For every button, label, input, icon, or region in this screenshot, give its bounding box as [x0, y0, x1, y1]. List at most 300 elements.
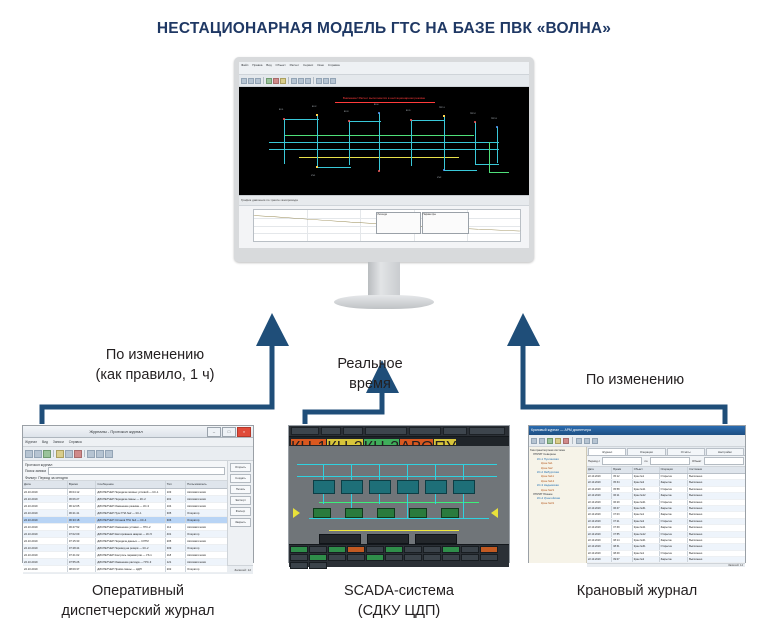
flow-arrow-icon — [491, 508, 498, 518]
scada-status-cell[interactable] — [423, 546, 441, 553]
app-menubar[interactable] — [239, 62, 529, 75]
scada-menu-chip[interactable] — [343, 427, 363, 435]
arrow-label-middle-line2: время — [349, 375, 391, 392]
tree-item[interactable]: КС-1 Пунгинская — [537, 456, 559, 461]
cell-message: ДИСПЕТЧЕР Изменение расхода — ГРС-3 — [96, 559, 165, 565]
pan-icon[interactable] — [305, 78, 311, 84]
cell-operation: Закрытие — [660, 557, 688, 562]
calendar-icon[interactable] — [96, 450, 104, 458]
journal-filter-label: Протокол журнал — [25, 463, 53, 467]
scada-unit-block[interactable] — [425, 480, 447, 494]
cell-date: 22.10.2019 — [587, 480, 612, 485]
network-node[interactable] — [348, 120, 350, 122]
print-icon[interactable] — [576, 438, 582, 444]
scada-unit-block[interactable] — [341, 480, 363, 494]
cell-message: ДИСПЕТЧЕР Контроль параметров — УЗ-1 — [96, 552, 165, 558]
col-user: Пользователь — [187, 482, 207, 486]
col-type: Тип — [166, 481, 186, 488]
cell-object: Кран №31 — [633, 544, 660, 549]
table-row[interactable] — [23, 538, 227, 545]
scada-status-cell[interactable] — [290, 562, 308, 569]
network-node[interactable] — [316, 166, 318, 168]
network-node[interactable] — [474, 121, 476, 123]
stop-calculation-icon[interactable] — [273, 78, 279, 84]
chart-legend-box[interactable]: Легенда — [376, 212, 421, 233]
tree-item[interactable]: Кран №21 — [541, 487, 555, 492]
network-schematic-canvas[interactable] — [239, 87, 529, 195]
tree-item[interactable]: Кран №31 — [541, 500, 555, 505]
tree-item[interactable]: Кран №2 — [541, 465, 553, 470]
network-node[interactable] — [316, 114, 318, 116]
station-riser — [444, 116, 445, 170]
cell-operation: Открытие — [660, 474, 688, 479]
cell-message: ДИСПЕТЧЕР Останов ГПА №4 — КС-4 — [96, 517, 165, 523]
journal-menu-journal[interactable]: Журнал — [25, 440, 38, 444]
journal-close-button[interactable]: Закрыть — [230, 518, 251, 527]
table-row[interactable] — [23, 559, 227, 566]
journal-menu-view[interactable]: Вид — [41, 440, 48, 444]
network-node[interactable] — [496, 126, 498, 128]
scada-menu-chip[interactable] — [443, 427, 467, 435]
cell-time: 07:03 — [612, 512, 633, 517]
scada-menu-chip[interactable] — [409, 427, 441, 435]
journal-open-button[interactable]: Открыть — [230, 463, 251, 472]
run-calculation-icon[interactable] — [266, 78, 272, 84]
cell-state: Выполнено — [689, 558, 703, 562]
volna-application — [239, 62, 529, 248]
settings-icon[interactable] — [330, 78, 336, 84]
refresh-icon[interactable] — [43, 450, 51, 458]
scada-status-cell[interactable] — [309, 554, 327, 561]
scada-status-cell[interactable] — [290, 554, 308, 561]
crane-tabs[interactable] — [587, 447, 745, 456]
cell-operation: Закрытие — [660, 525, 688, 530]
arrow-label-left-line2: (как правило, 1 ч) — [95, 366, 215, 383]
delete-icon[interactable] — [74, 450, 82, 458]
scada-status-cell[interactable] — [442, 554, 460, 561]
caption-scada-system — [288, 582, 510, 621]
journal-filter-button[interactable]: Фильтр — [230, 507, 251, 516]
scada-unit-block[interactable] — [453, 480, 475, 494]
arrow-label-middle — [310, 355, 430, 394]
open-file-icon[interactable] — [248, 78, 254, 84]
tab-operations[interactable]: Операции — [627, 448, 665, 455]
scada-mnemonic-diagram[interactable] — [289, 446, 509, 544]
scada-menu-chip[interactable] — [291, 427, 319, 435]
cell-time: 06:04:12 — [68, 489, 97, 495]
minimize-icon[interactable]: – — [207, 427, 221, 437]
cell-operation: Открытие — [660, 500, 688, 505]
node-label: ГРС-1 — [439, 107, 445, 109]
crane-filter-to-label: по — [644, 459, 648, 463]
scada-menu-chip[interactable] — [321, 427, 341, 435]
monitor-stand-base — [334, 295, 434, 309]
arrow-label-left — [60, 346, 250, 385]
maximize-icon[interactable]: □ — [222, 427, 236, 437]
journal-search-row[interactable] — [25, 467, 225, 475]
cell-operation: Закрытие — [660, 493, 688, 498]
monitor-screen — [239, 62, 529, 248]
scada-valve-block[interactable] — [441, 508, 459, 518]
cell-user: Автоматически — [187, 491, 206, 494]
tree-item[interactable]: КС-3 Надымская — [537, 483, 559, 488]
cell-message: ДИСПЕТЧЕР Передача данных — СЛТМ — [96, 538, 165, 544]
cell-user: Оператор — [187, 519, 200, 522]
cell-date: 22.10.2019 — [23, 517, 68, 523]
journal-export-button[interactable]: Экспорт — [230, 496, 251, 505]
network-node[interactable] — [410, 119, 412, 121]
cell-operation: Закрытие — [660, 506, 688, 511]
chart-icon[interactable] — [316, 78, 322, 84]
cell-object: Кран №31 — [633, 506, 660, 511]
panel-scada-system[interactable] — [288, 425, 510, 563]
scada-status-cell[interactable] — [423, 554, 441, 561]
save-icon[interactable] — [255, 78, 261, 84]
cell-state: Выполнено — [689, 481, 703, 485]
cell-time: 05:58 — [612, 487, 633, 492]
cell-time: 06:21:41 — [68, 510, 97, 516]
table-row[interactable] — [23, 566, 227, 573]
scada-status-cell[interactable] — [480, 546, 498, 553]
flow-arrow-icon — [293, 508, 300, 518]
cell-date: 22.10.2019 — [587, 544, 612, 549]
scada-menu-chip[interactable] — [469, 427, 505, 435]
scada-status-cell[interactable] — [328, 554, 346, 561]
warning-text: Внимание! Расчет выполняется в нестационарном режиме — [342, 96, 426, 100]
scada-status-cell[interactable] — [309, 562, 327, 569]
journal-filter-bar[interactable] — [23, 461, 227, 481]
cell-time: 08:49 — [612, 551, 633, 556]
scada-alarm-band[interactable] — [289, 437, 509, 446]
scada-status-cell[interactable] — [461, 546, 479, 553]
scada-status-cell[interactable] — [366, 546, 384, 553]
cell-date: 22.10.2019 — [587, 557, 612, 562]
monitor-bezel — [234, 57, 534, 262]
station-riser — [411, 120, 412, 166]
new-record-icon[interactable] — [25, 450, 33, 458]
tree-item[interactable]: КС-2 Ямбургская — [537, 470, 559, 475]
scada-status-cell[interactable] — [480, 554, 498, 561]
table-row[interactable] — [23, 531, 227, 538]
scada-unit-block[interactable] — [369, 480, 391, 494]
cell-date: 22.10.2019 — [23, 510, 68, 516]
open-icon[interactable] — [539, 438, 545, 444]
scada-status-cell[interactable] — [328, 546, 346, 553]
crane-filter-to-input[interactable] — [650, 457, 690, 465]
scada-bus-line — [329, 530, 459, 531]
journal-print-button[interactable]: Печать — [230, 485, 251, 494]
station-riser — [497, 127, 498, 163]
help-icon[interactable] — [592, 438, 598, 444]
cell-date: 22.10.2019 — [587, 538, 612, 543]
scada-bus-line — [297, 464, 497, 465]
cell-date: 22.10.2019 — [587, 474, 612, 479]
pipeline-segment — [444, 170, 477, 171]
scada-status-cell[interactable] — [404, 546, 422, 553]
crane-table-header — [587, 467, 745, 474]
cell-time: 07:21 — [612, 519, 633, 524]
tree-item[interactable]: Кран №12 — [541, 478, 555, 483]
toolbar-separator — [288, 77, 289, 84]
cell-object: Кран №1 — [633, 474, 660, 479]
scada-tag-kc3[interactable] — [364, 439, 399, 445]
crane-object-tree[interactable] — [529, 447, 587, 563]
cell-date: 22.10.2019 — [23, 524, 68, 530]
tree-item[interactable]: ЛПУМГ Северное — [533, 452, 557, 457]
refresh-icon[interactable] — [547, 438, 553, 444]
cell-message: ДИСПЕТЧЕР Приём смены — ЦДП — [96, 566, 165, 572]
scada-status-cell[interactable] — [385, 554, 403, 561]
close-icon[interactable]: × — [237, 427, 251, 437]
journal-search-input[interactable] — [48, 467, 225, 475]
arrow-label-left-line1: По изменению — [105, 347, 205, 363]
cell-user: Оператор — [187, 547, 200, 550]
scada-status-cell[interactable] — [404, 554, 422, 561]
tab-settings[interactable]: Настройки — [706, 448, 744, 455]
tree-item[interactable]: ЛПУМГ Южное — [533, 492, 553, 497]
cell-user: Автоматически — [187, 505, 206, 508]
crane-filter-object-label: Объект — [692, 459, 702, 463]
scada-unit-block[interactable] — [313, 480, 335, 494]
cell-type: 309 — [166, 545, 186, 551]
node-label: КС-5 — [406, 110, 411, 112]
zoom-in-icon[interactable] — [291, 78, 297, 84]
pipeline-segment — [489, 142, 490, 172]
cell-object: Кран №1 — [633, 512, 660, 517]
scada-status-grid[interactable] — [289, 544, 509, 567]
tab-journal[interactable]: Журнал — [588, 448, 626, 455]
cell-time: 08:09:37 — [68, 566, 97, 572]
new-icon[interactable] — [531, 438, 537, 444]
filter-icon[interactable] — [56, 450, 64, 458]
tree-item[interactable]: КС-4 Уренгойская — [537, 496, 561, 501]
journal-menubar[interactable] — [23, 438, 253, 447]
search-icon[interactable] — [105, 450, 113, 458]
journal-toolbar[interactable] — [23, 447, 253, 461]
scada-panel-block[interactable] — [319, 534, 361, 544]
chart-params-box[interactable]: Параметры — [422, 212, 469, 233]
scada-toolbar[interactable] — [289, 426, 509, 437]
caption-crane-journal — [528, 582, 746, 602]
cell-type: 205 — [166, 538, 186, 544]
cell-time: 06:11 — [612, 493, 633, 498]
table-row[interactable] — [23, 545, 227, 552]
cell-state: Выполнено — [689, 494, 703, 498]
journal-side-buttons[interactable] — [227, 461, 253, 565]
cell-time: 06:33:18 — [68, 517, 97, 523]
cell-date: 22.10.2019 — [587, 487, 612, 492]
tree-item[interactable]: Газотранспортная система — [530, 448, 565, 452]
journal-table[interactable] — [23, 481, 227, 573]
crane-filter-from-input[interactable] — [602, 457, 642, 465]
journal-menu-help[interactable]: Справка — [68, 440, 82, 444]
cell-object: Кран №12 — [633, 493, 660, 498]
col-message: Сообщение — [96, 481, 165, 488]
menu-item-help[interactable]: Справка — [327, 63, 340, 67]
menu-item-object[interactable]: Объект — [275, 63, 286, 67]
cell-message: ДИСПЕТЧЕР Передача газовых условий — КС-1 — [96, 489, 165, 495]
menu-item-view[interactable]: Вид — [266, 63, 272, 67]
scada-status-cell[interactable] — [385, 546, 403, 553]
table-row[interactable] — [23, 510, 227, 517]
cell-user: Оператор — [187, 533, 200, 536]
scada-unit-block[interactable] — [397, 480, 419, 494]
table-row[interactable] — [23, 524, 227, 531]
tab-reports[interactable]: Отчёты — [667, 448, 705, 455]
cell-date: 22.10.2019 — [587, 512, 612, 517]
crane-body — [529, 447, 745, 568]
scada-status-cell[interactable] — [347, 546, 365, 553]
cell-state: Выполнено — [689, 506, 703, 510]
journal-table-header — [23, 481, 227, 489]
node-label: УЗ-1 — [311, 175, 316, 177]
cell-object: Кран №21 — [633, 538, 660, 543]
scada-tag-kc1[interactable] — [291, 439, 326, 445]
cell-time: 07:55 — [612, 532, 633, 537]
app-toolbar[interactable] — [239, 75, 529, 87]
cell-type: 305 — [166, 510, 186, 516]
menu-item-service[interactable]: Сервис — [302, 63, 314, 67]
cell-operation: Закрытие — [660, 538, 688, 543]
cell-user: Автоматически — [187, 561, 206, 564]
table-row[interactable] — [23, 489, 227, 496]
menu-item-edit[interactable]: Правка — [252, 63, 263, 67]
crane-title-bar: Крановый журнал — АРМ диспетчера — [529, 426, 745, 435]
menu-item-calc[interactable]: Расчет — [289, 63, 300, 67]
cell-time: 05:34 — [612, 480, 633, 485]
scada-valve-block[interactable] — [313, 508, 331, 518]
scada-screen[interactable] — [289, 426, 509, 562]
journal-create-button[interactable]: Создать — [230, 474, 251, 483]
scada-valve-block[interactable] — [345, 508, 363, 518]
cell-date: 22.10.2019 — [587, 532, 612, 537]
pause-icon[interactable] — [280, 78, 286, 84]
panel-crane-journal[interactable] — [528, 425, 746, 568]
table-row[interactable] — [23, 503, 227, 510]
filter-icon[interactable] — [555, 438, 561, 444]
cell-message: ДИСПЕТЧЕР Квитирование аварии — КС-5 — [96, 531, 165, 537]
crane-table[interactable] — [587, 467, 745, 563]
tree-item[interactable]: Кран №11 — [541, 474, 554, 479]
cell-date: 22.10.2019 — [587, 525, 612, 530]
network-node[interactable] — [378, 170, 380, 172]
table-row[interactable] — [23, 517, 227, 524]
network-node[interactable] — [443, 169, 445, 171]
journal-status-bar: Записей: 12 — [23, 565, 253, 574]
cell-date: 22.10.2019 — [587, 500, 612, 505]
table-row[interactable] — [23, 552, 227, 559]
chart-plot — [253, 209, 521, 242]
scada-panel-block[interactable] — [367, 534, 409, 544]
scada-valve-block[interactable] — [409, 508, 427, 518]
crane-toolbar[interactable] — [529, 435, 745, 447]
cell-time: 06:29 — [612, 500, 633, 505]
cell-type: 118 — [166, 552, 186, 558]
table-icon[interactable] — [323, 78, 329, 84]
cell-time: 08:31 — [612, 544, 633, 549]
pipeline-segment — [475, 164, 499, 165]
cell-date: 22.10.2019 — [23, 531, 68, 537]
scada-valve-block[interactable] — [377, 508, 395, 518]
scada-status-cell[interactable] — [461, 554, 479, 561]
menu-item-file[interactable]: Файл — [241, 63, 249, 67]
cell-user: Автоматически — [187, 526, 206, 529]
cell-date: 22.10.2019 — [23, 538, 68, 544]
col-object: Объект — [633, 467, 660, 473]
window-controls[interactable] — [207, 427, 251, 437]
scada-status-cell[interactable] — [366, 554, 384, 561]
print-icon[interactable] — [65, 450, 73, 458]
cell-message: ДИСПЕТЧЕР Изменение режима — КС-3 — [96, 503, 165, 509]
pipeline-segment — [317, 167, 351, 168]
panel-operational-journal[interactable] — [22, 425, 254, 572]
cell-type: 121 — [166, 559, 186, 565]
cell-date: 22.10.2019 — [23, 496, 68, 502]
zoom-out-icon[interactable] — [298, 78, 304, 84]
scada-menu-chip[interactable] — [365, 427, 407, 435]
cell-time: 07:15:33 — [68, 538, 97, 544]
tree-item[interactable]: Кран №1 — [541, 461, 553, 466]
toolbar-separator — [313, 77, 314, 84]
table-row[interactable] — [23, 496, 227, 503]
journal-menu-records[interactable]: Записи — [52, 440, 64, 444]
cell-date: 22.10.2019 — [587, 519, 612, 524]
cell-type: 201 — [166, 496, 186, 502]
open-record-icon[interactable] — [34, 450, 42, 458]
menu-item-window[interactable]: Окно — [317, 63, 325, 67]
node-label: КС-4 — [374, 104, 379, 106]
cell-type: 103 — [166, 489, 186, 495]
network-node[interactable] — [443, 115, 445, 117]
cell-time: 07:02:09 — [68, 531, 97, 537]
node-label: ГРС-2 — [470, 113, 476, 115]
network-node[interactable] — [378, 112, 380, 114]
scada-status-cell[interactable] — [290, 546, 308, 553]
node-label: УЗ-2 — [437, 177, 442, 179]
monitor — [234, 57, 534, 317]
scada-tag-kc2[interactable] — [327, 439, 362, 445]
cell-time: 06:12:05 — [68, 503, 97, 509]
cell-type: 104 — [166, 503, 186, 509]
crane-status-bar: Записей: 14 — [587, 563, 745, 567]
delete-icon[interactable] — [563, 438, 569, 444]
col-time: Время — [68, 481, 97, 488]
crane-filter-bar[interactable] — [587, 456, 745, 467]
col-state: Состояние — [689, 468, 703, 471]
cell-date: 22.10.2019 — [23, 566, 68, 572]
scada-status-cell[interactable] — [442, 546, 460, 553]
export-icon[interactable] — [584, 438, 590, 444]
scada-tag-pu[interactable] — [434, 439, 456, 445]
pressure-chart-panel[interactable] — [239, 195, 529, 250]
export-icon[interactable] — [87, 450, 95, 458]
cell-state: Выполнено — [689, 532, 703, 536]
caption-line1: SCADA-система — [344, 583, 454, 599]
network-node[interactable] — [283, 118, 285, 120]
scada-status-cell[interactable] — [309, 546, 327, 553]
scada-tag-avo[interactable] — [400, 439, 433, 445]
scada-status-cell[interactable] — [347, 554, 365, 561]
new-file-icon[interactable] — [241, 78, 247, 84]
cell-state: Выполнено — [689, 487, 703, 491]
cell-time: 05:12 — [612, 474, 633, 479]
cell-operation: Открытие — [660, 532, 688, 537]
node-label: КС-1 — [279, 109, 284, 111]
crane-filter-object-select[interactable] — [704, 457, 744, 465]
caption-line1: Оперативный — [92, 583, 184, 599]
scada-panel-block[interactable] — [415, 534, 457, 544]
cell-time: 07:55:26 — [68, 559, 97, 565]
